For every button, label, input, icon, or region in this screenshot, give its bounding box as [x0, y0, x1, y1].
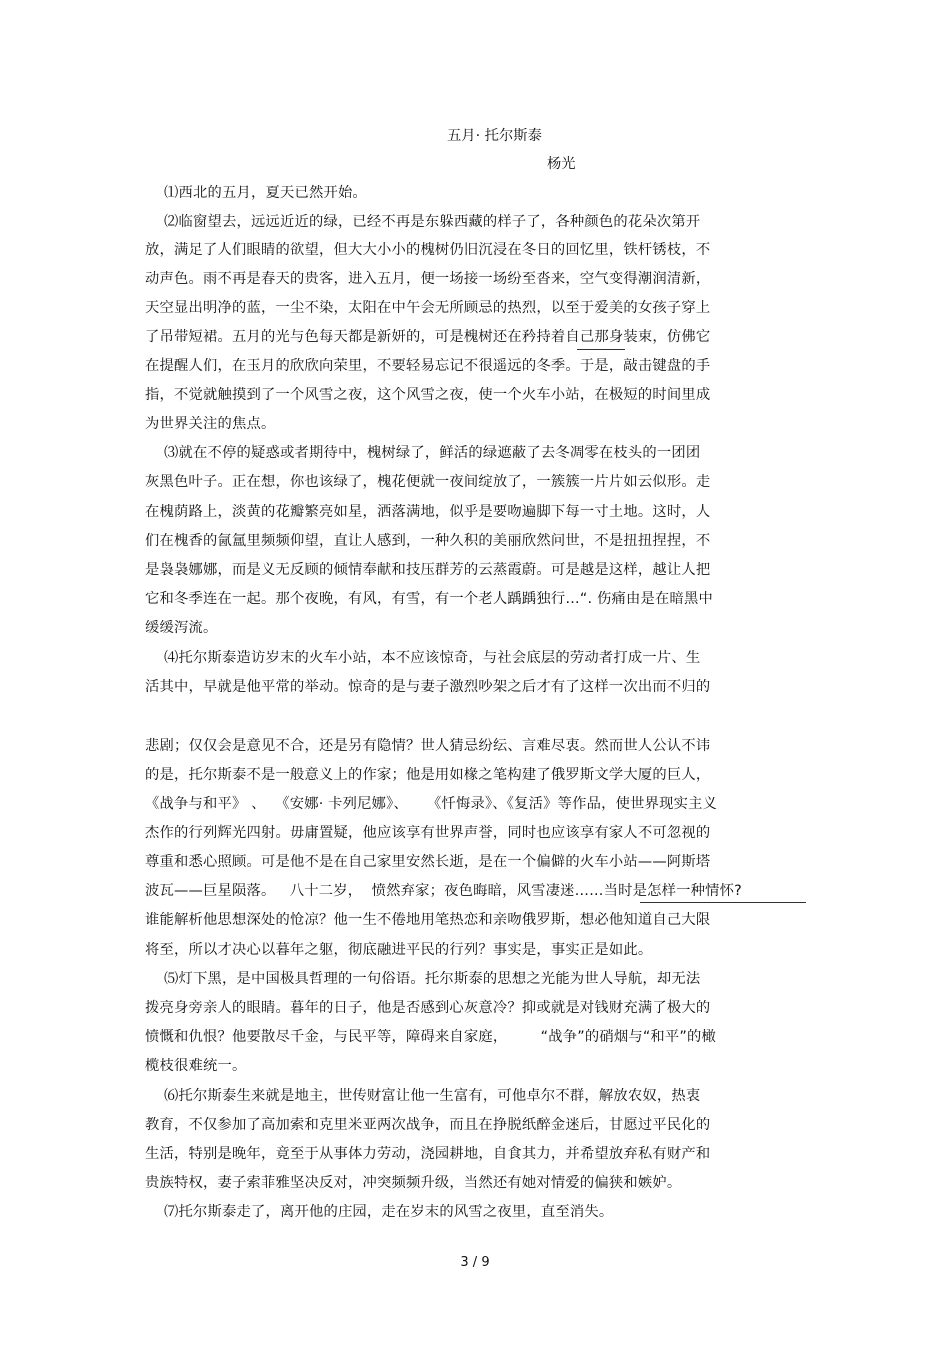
text-line: 在槐荫路上，淡黄的花瓣繁亮如星，洒落满地，似乎是要吻遍脚下每一寸土地。这时，人 — [145, 504, 711, 520]
text-line: 活其中，早就是他平常的举动。惊奇的是与妻子激烈吵架之后才有了这样一次出而不归的 — [145, 679, 711, 695]
text-line: 缓缓泻流。 — [145, 620, 218, 636]
text-line: 的是，托尔斯泰不是一般意义上的作家；他是用如椽之笔构建了俄罗斯文学大厦的巨人， — [145, 767, 711, 783]
text-line: ⑴西北的五月，夏天已然开始。 — [145, 185, 367, 201]
text-line: ⑹托尔斯泰生来就是地主，世传财富让他一生富有，可他卓尔不群，解放农奴，热衷 — [145, 1088, 701, 1104]
text-line: 在提醒人们，在玉月的欣欣向荣里，不要轻易忘记不很遥远的冬季。于是，敲击键盘的手 — [145, 358, 711, 374]
text-line: 天空显出明净的蓝，一尘不染，太阳在中午会无所顾忌的热烈，以至于爱美的女孩子穿上 — [145, 300, 711, 316]
text-line: 《战争与和平》 、 《安娜· 卡列尼娜》、 《忏悔录》、《复活》等作品，使世界现实主义 — [145, 796, 718, 812]
text-line: ⑸灯下黑，是中国极具哲理的一句俗语。托尔斯泰的思想之光能为世人导航，却无法 — [145, 971, 701, 987]
text-line: ⑷托尔斯泰造访岁末的火车小站，本不应该惊奇，与社会底层的劳动者打成一片、生 — [145, 650, 701, 666]
text-line: 灰黑色叶子。正在想，你也该绿了，槐花便就一夜间绽放了，一簇簇一片片如云似形。走 — [145, 474, 711, 490]
text-line: 尊重和悉心照顾。可是他不是在自己家里安然长逝，是在一个偏僻的火车小站——阿斯塔 — [145, 854, 711, 870]
text-line: 为世界关注的焦点。 — [145, 416, 276, 432]
underline-mark — [577, 349, 625, 350]
text-line: 指，不觉就触摸到了一个风雪之夜，这个风雪之夜，使一个火车小站，在极短的时间里成 — [145, 387, 711, 403]
text-line: 放，满足了人们眼睛的欲望，但大大小小的槐树仍旧沉浸在冬日的回忆里，铁杆锈枝，不 — [145, 242, 711, 258]
text-line: 贵族特权，妻子索菲雅坚决反对，冲突频频升级，当然还有她对情爱的偏狭和嫉妒。 — [145, 1175, 682, 1191]
text-line: 它和冬季连在一起。那个夜晚，有风，有雪，有一个老人踽踽独行…“. 伤痛由是在暗黑中 — [145, 591, 713, 607]
text-line: 生活，特别是晚年，竟至于从事体力劳动，浇园耕地，自食其力，并希望放弃私有财产和 — [145, 1146, 711, 1162]
text-line: 杰作的行列辉光四射。毋庸置疑，他应该享有世界声誉，同时也应该享有家人不可忽视的 — [145, 825, 711, 841]
article-title: 五月· 托尔斯泰 — [447, 128, 542, 144]
page-number: 3 / 9 — [460, 1255, 490, 1270]
text-line: 们在槐香的氤氲里频频仰望，直让人感到，一种久积的美丽欣然问世，不是扭扭捏捏，不 — [145, 533, 711, 549]
article-author: 杨光 — [547, 156, 576, 172]
text-line: 愤慨和仇恨？他要散尽千金，与民平等，障碍来自家庭， “战争”的硝烟与“和平”的橄 — [145, 1029, 717, 1045]
text-line: 教育，不仅参加了高加索和克里米亚两次战争，而且在挣脱纸醉金迷后，甘愿过平民化的 — [145, 1117, 711, 1133]
text-line: 波瓦——巨星陨落。 八十二岁， 愤然弃家；夜色晦暗，风雪凄迷……当时是怎样一种情怀? — [145, 883, 742, 899]
text-line: ⑺托尔斯泰走了，离开他的庄园，走在岁末的风雪之夜里，直至消失。 — [145, 1204, 614, 1220]
text-line: 榄枝很难统一。 — [145, 1058, 247, 1074]
text-line: 悲剧；仅仅会是意见不合，还是另有隐情？世人猜忌纷纭、言难尽衷。然而世人公认不讳 — [145, 738, 711, 754]
text-line: 谁能解析他思想深处的怆凉？他一生不倦地用笔热恋和亲吻俄罗斯，想必他知道自己大限 — [145, 912, 711, 928]
underline-rule — [640, 902, 806, 903]
text-line: 拨亮身旁亲人的眼睛。暮年的日子，他是否感到心灰意冷？抑或就是对钱财充满了极大的 — [145, 1000, 711, 1016]
text-line: 将至，所以才决心以暮年之躯，彻底融进平民的行列？事实是，事实正是如此。 — [145, 942, 653, 958]
text-line: ⑵临窗望去，远远近近的绿，已经不再是东躲西藏的样子了，各种颜色的花朵次第开 — [145, 214, 701, 230]
text-line: 了吊带短裙。五月的光与色每天都是新妍的，可是槐树还在矜持着自己那身装束，仿佛它 — [145, 329, 711, 345]
text-line: 动声色。雨不再是春天的贵客，进入五月，便一场接一场纷至沓来，空气变得潮润清新， — [145, 271, 711, 287]
text-line: ⑶就在不停的疑惑或者期待中，槐树绿了，鲜活的绿遮蔽了去冬凋零在枝头的一团团 — [145, 445, 701, 461]
text-line: 是袅袅娜娜，而是义无反顾的倾情奉献和技压群芳的云蒸霞蔚。可是越是这样，越让人把 — [145, 562, 711, 578]
